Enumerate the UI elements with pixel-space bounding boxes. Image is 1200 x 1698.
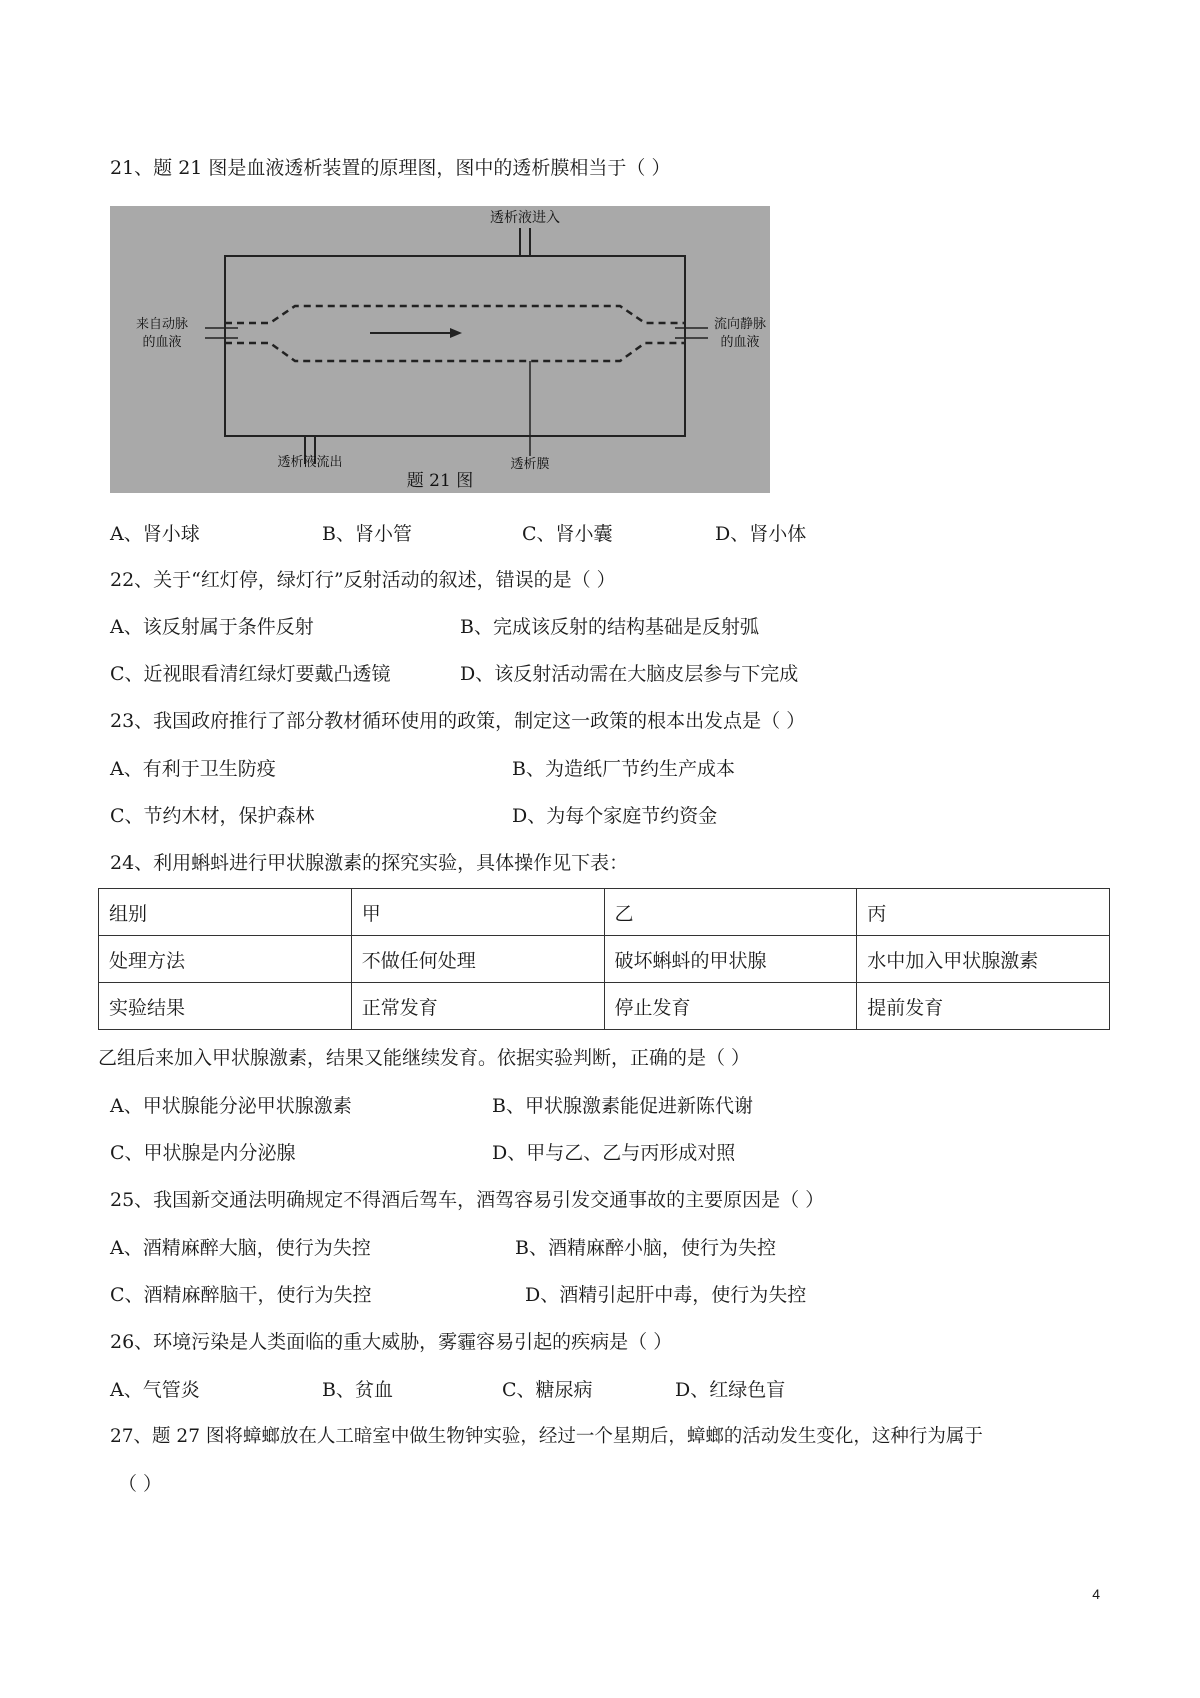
q23-stem: 23、我国政府推行了部分教材循环使用的政策，制定这一政策的根本出发点是（ ） — [110, 710, 806, 732]
dialysis-diagram-svg — [110, 206, 770, 493]
table-cell: 组别 — [99, 889, 352, 936]
q25-option-d: D、酒精引起肝中毒，使行为失控 — [525, 1284, 807, 1306]
figure-caption: 题 21 图 — [406, 471, 474, 491]
q27-stem-cont: （ ） — [118, 1473, 163, 1495]
q25-option-c: C、酒精麻醉脑干，使行为失控 — [110, 1284, 372, 1306]
q22-option-b: B、完成该反射的结构基础是反射弧 — [460, 616, 759, 638]
membrane-top — [225, 306, 685, 323]
table-cell: 甲 — [351, 889, 604, 936]
table-cell: 水中加入甲状腺激素 — [857, 936, 1110, 983]
label-inlet: 透析液进入 — [490, 210, 560, 226]
label-membrane: 透析膜 — [510, 457, 550, 472]
q21-option-b: B、肾小管 — [322, 523, 412, 545]
q24-stem: 24、利用蝌蚪进行甲状腺激素的探究实验，具体操作见下表： — [110, 852, 629, 874]
table-cell: 处理方法 — [99, 936, 352, 983]
table-cell: 丙 — [857, 889, 1110, 936]
table-cell: 乙 — [604, 889, 857, 936]
label-outlet: 透析液流出 — [277, 455, 343, 470]
table-cell: 实验结果 — [99, 983, 352, 1030]
label-artery-1: 来自动脉 — [135, 317, 189, 332]
dialysis-chamber — [225, 256, 685, 436]
membrane-bottom — [225, 343, 685, 361]
q22-stem: 22、关于“红灯停，绿灯行”反射活动的叙述，错误的是（ ） — [110, 569, 616, 591]
q24-option-b: B、甲状腺激素能促进新陈代谢 — [492, 1095, 753, 1117]
table-cell: 正常发育 — [351, 983, 604, 1030]
table-cell: 破坏蝌蚪的甲状腺 — [604, 936, 857, 983]
q21-stem: 21、题 21 图是血液透析装置的原理图，图中的透析膜相当于（ ） — [110, 157, 671, 179]
label-vein-2: 的血液 — [720, 335, 760, 350]
q23-option-a: A、有利于卫生防疫 — [110, 758, 276, 780]
experiment-table — [98, 888, 1110, 1030]
q24-option-d: D、甲与乙、乙与丙形成对照 — [492, 1142, 736, 1164]
q26-option-d: D、红绿色盲 — [675, 1379, 786, 1401]
q26-option-a: A、气管炎 — [110, 1379, 200, 1401]
table-row — [99, 936, 1110, 983]
q21-option-a: A、肾小球 — [110, 523, 200, 545]
q22-option-a: A、该反射属于条件反射 — [110, 616, 314, 638]
q26-stem: 26、环境污染是人类面临的重大威胁，雾霾容易引起的疾病是（ ） — [110, 1331, 673, 1353]
q25-stem: 25、我国新交通法明确规定不得酒后驾车，酒驾容易引发交通事故的主要原因是（ ） — [110, 1189, 825, 1211]
q24-followup: 乙组后来加入甲状腺激素，结果又能继续发育。依据实验判断，正确的是（ ） — [98, 1047, 751, 1069]
dialysis-diagram — [110, 206, 770, 493]
table-cell: 不做任何处理 — [351, 936, 604, 983]
table-cell: 提前发育 — [857, 983, 1110, 1030]
q26-option-c: C、糖尿病 — [502, 1379, 593, 1401]
q24-option-c: C、甲状腺是内分泌腺 — [110, 1142, 296, 1164]
table-cell: 停止发育 — [604, 983, 857, 1030]
q22-option-d: D、该反射活动需在大脑皮层参与下完成 — [460, 663, 799, 685]
q23-option-b: B、为造纸厂节约生产成本 — [512, 758, 735, 780]
label-artery-2: 的血液 — [142, 335, 182, 350]
label-vein-1: 流向静脉 — [713, 317, 767, 332]
q25-option-a: A、酒精麻醉大脑，使行为失控 — [110, 1237, 371, 1259]
page-number: 4 — [1092, 1586, 1100, 1602]
table-row — [99, 889, 1110, 936]
q27-stem: 27、题 27 图将蟑螂放在人工暗室中做生物钟实验，经过一个星期后，蟑螂的活动发生变化，这种行为属于 — [110, 1426, 983, 1447]
q22-option-c: C、近视眼看清红绿灯要戴凸透镜 — [110, 663, 391, 685]
q21-option-c: C、肾小囊 — [522, 523, 613, 545]
table-row — [99, 983, 1110, 1030]
q23-option-d: D、为每个家庭节约资金 — [512, 805, 718, 827]
q25-option-b: B、酒精麻醉小脑，使行为失控 — [515, 1237, 776, 1259]
q21-option-d: D、肾小体 — [715, 523, 807, 545]
q24-option-a: A、甲状腺能分泌甲状腺激素 — [110, 1095, 352, 1117]
q23-option-c: C、节约木材，保护森林 — [110, 805, 315, 827]
q26-option-b: B、贫血 — [322, 1379, 393, 1401]
